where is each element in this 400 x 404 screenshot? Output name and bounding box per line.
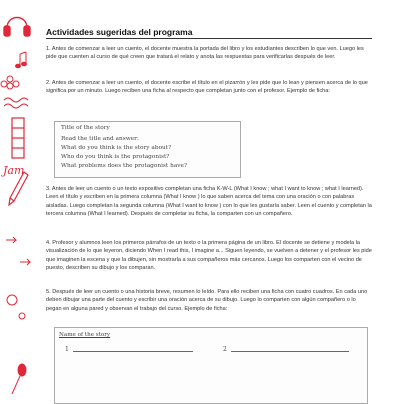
document-content [46, 0, 386, 400]
flower-icon [1, 76, 19, 89]
page-title: Actividades sugeridas del programa [46, 27, 193, 37]
decorative-sidebar [0, 0, 36, 400]
box-number: 1 [65, 346, 69, 353]
answer-line [73, 351, 193, 352]
activity-paragraph-1: 1. Antes de comenzar a leer un cuento, el docente muestra la portada del libro y los estudiantes describen lo que ven. Luego les pide que cuenten al curso de qué creen que tratará el relato y anota las respuestas para verificarlas después de leer. [46, 46, 364, 61]
card-line: What do you think is the story about? [61, 145, 172, 151]
card-line: Who do you think is the protagonist? [61, 154, 170, 160]
card-line: Read the title and answer: [61, 136, 139, 142]
example-card-2 [54, 327, 368, 404]
doodle-text: Jam [3, 164, 25, 177]
music-note-icon [16, 52, 27, 68]
activity-paragraph-5: 5. Después de leer un cuento o una historia breve, resumen lo leído. Para ello reciben una ficha con cuatro cuadros. En cada uno deben dibujar una parte del cuento y escribir una oración acerca de su dibujo. Luego lo comparten con algún compañero o lo pegan en alguna pared y observan el trabajo del curso. Ejemplo de ficha: [46, 289, 368, 312]
activity-paragraph-2: 2. Antes de comenzar a leer un cuento, el docente escribe el título en el pizarrón y les pide que lo lean y piensen acerca de lo que significa por un minuto. Luego reciben una ficha al respecto que completan junto con el profesor. Ejemplo de ficha: [46, 80, 368, 95]
film-strip-icon [12, 118, 24, 158]
arrow-icon [6, 237, 30, 265]
wavy-lines-icon [4, 98, 28, 108]
title-divider [46, 38, 372, 39]
activity-paragraph-3: 3. Antes de leer un cuento o un texto expositivo completan una ficha K-W-L (What I know ; what I want to know ; what I learned). Leen el título y escriben en la primera columna (What I know ) lo que saben acerca del tema con una oración o con palabras aisladas. Luego completan la segunda columna (What I want to know ) con lo que les gustaría saber. Leen el cuento y completan la tercera columna (What I learned). Después de completar su ficha, la comparten con un compañero. [46, 186, 372, 217]
activity-paragraph-4: 4. Profesor y alumnos leen los primeros párrafos de un texto o la primera página de un libro. El docente se detiene y modela la visualización de lo que leyeron, diciendo When I read this, I imagine a... Siguen leyendo, se vuelven a detener y el profesor les pide que imaginen la escena y que la dibujen, sin mostrarla a sus compañeros más cercanos. Luego los comparten con el vecino de puesto, describen su dibujo y los comparan. [46, 240, 372, 271]
box-number: 2 [223, 346, 227, 353]
headphones-icon [4, 18, 30, 37]
circles-icon [7, 295, 25, 319]
example-card-1 [54, 121, 241, 178]
card-title: Name of the story [59, 332, 111, 338]
doodle-illustrations [0, 0, 36, 400]
card-line: Title of the story [61, 125, 110, 131]
microphone-icon [12, 364, 26, 394]
answer-line [231, 351, 349, 352]
card-line: What problems does the protagonist have? [61, 163, 188, 169]
